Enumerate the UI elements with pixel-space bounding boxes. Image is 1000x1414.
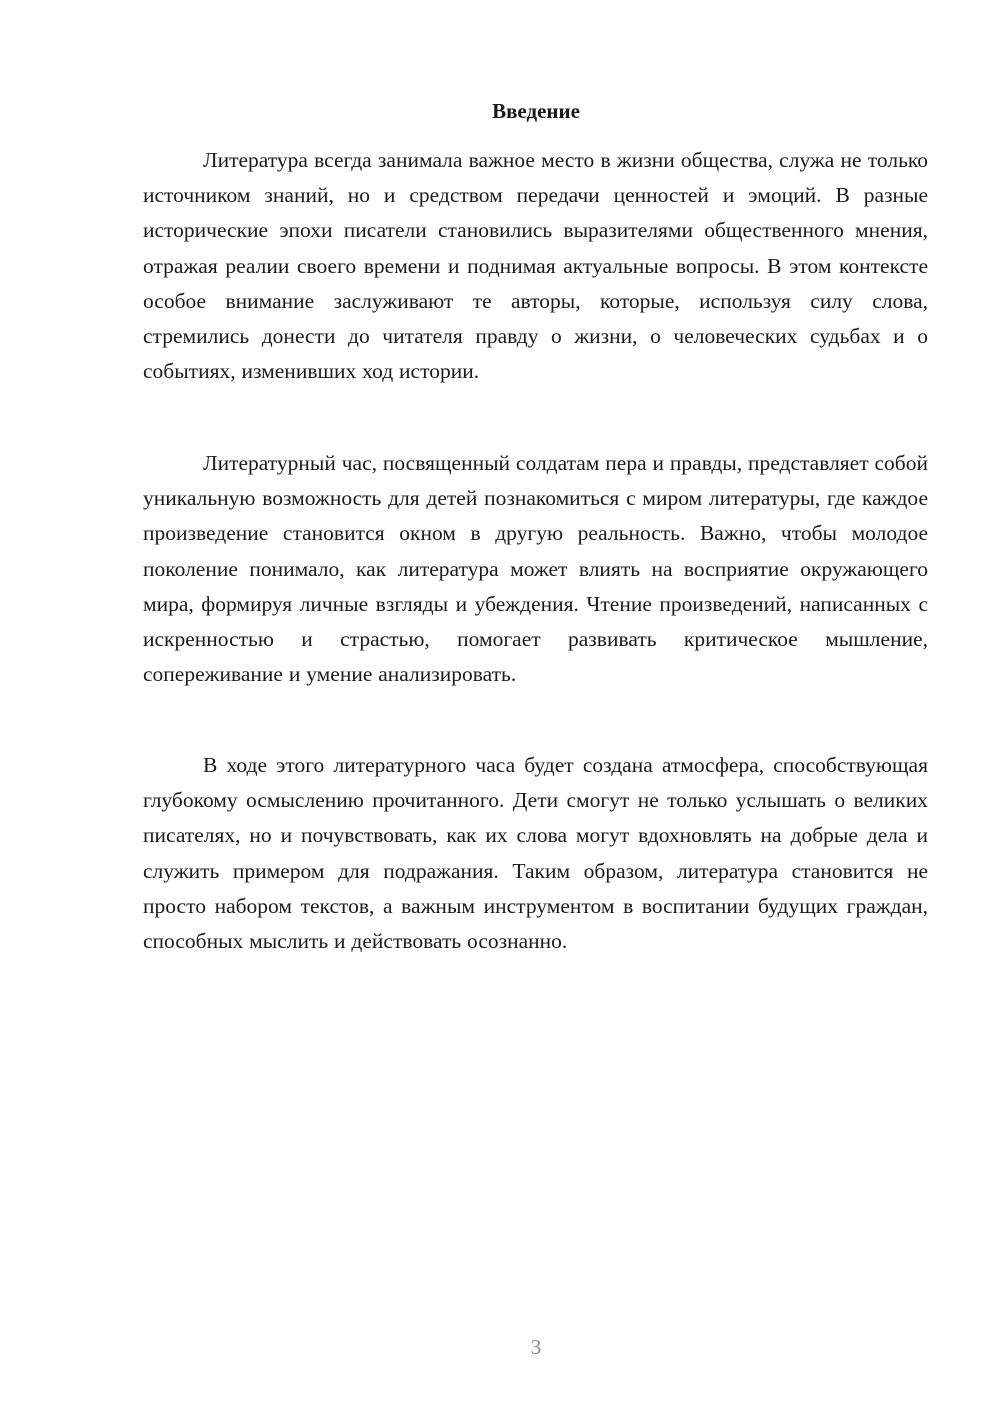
intro-paragraph-3: В ходе этого литературного часа будет создана атмосфера, способствующая глубокому осмыслению прочитанного. Дети смогут не только услышать о великих писателях, но и почувствовать, как их слова могут вдохновлять на добрые дела и служить примером для подражания. Таким образом, литература становится не просто набором текстов, а важным инструментом в воспитании будущих граждан, способных мыслить и действовать осознанно. (143, 753, 928, 954)
intro-paragraph-2: Литературный час, посвященный солдатам пера и правды, представляет собой уникальную возможность для детей познакомиться с миром литературы, где каждое произведение становится окном в другую реальность. Важно, чтобы молодое поколение понимало, как литература может влиять на восприятие окружающего мира, формируя личные взгляды и убеждения. Чтение произведений, написанных с искренностью и страстью, помогает развивать критическое мышление, сопереживание и умение анализировать. (143, 451, 928, 687)
section-title: Введение (492, 99, 580, 123)
intro-paragraph-1: Литература всегда занимала важное место в жизни общества, служа не только источником знаний, но и средством передачи ценностей и эмоций. В разные исторические эпохи писатели становились выразителями общественного мнения, отражая реалии своего времени и поднимая актуальные вопросы. В этом контексте особое внимание заслуживают те авторы, которые, используя силу слова, стремились донести до читателя правду о жизни, о человеческих судьбах и о событиях, изменивших ход истории. (143, 148, 928, 384)
page-number: 3 (530, 1335, 542, 1359)
